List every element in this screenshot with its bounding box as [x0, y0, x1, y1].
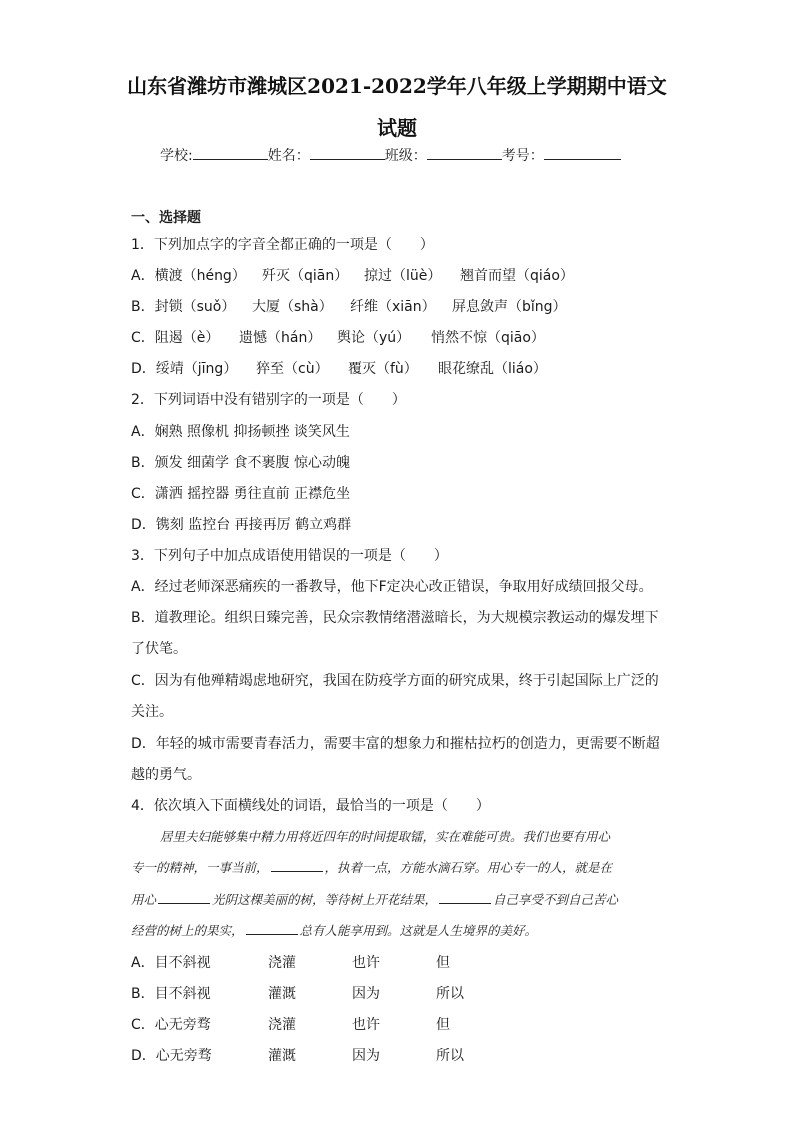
student-info-row [160, 145, 621, 165]
question-3-option-d-line-1[interactable]: D．年轻的城市需要青春活力，需要丰富的想象力和摧枯拉朽的创造力，更需要不断超 [131, 736, 660, 752]
option-c-item-4: 悄然不惊（qiāo） [431, 330, 545, 346]
question-3-option-b-line-1[interactable]: B．道教理论。组织日臻完善，民众宗教情绪潜滋暗长，为大规模宗教运动的爆发埋下 [131, 610, 659, 626]
passage-text: 专一的精神，一事当前， [131, 860, 269, 875]
passage-text: 光阴这棵美丽的树，等待树上开花结果， [212, 892, 438, 907]
question-3-stem: 3．下列句子中加点成语使用错误的一项是（ ） [131, 548, 448, 564]
option-b-item-1: B．封锁（suǒ） [131, 299, 236, 315]
option-c-word-4: 但 [436, 1017, 450, 1033]
option-d-word-3: 因为 [352, 1048, 380, 1064]
option-d-word-4: 所以 [436, 1048, 464, 1064]
passage-text: 用心 [131, 892, 157, 907]
option-b-word-1: B．目不斜视 [131, 986, 211, 1002]
option-a-item-1: A．横渡（héng） [131, 268, 246, 284]
option-d-item-2: 猝至（cù） [256, 361, 329, 377]
option-b-item-4: 屏息敛声（bǐng） [452, 299, 567, 315]
class-label: 班级： [384, 148, 427, 164]
passage-text: ，执着一点，方能水滴石穿。用心专一的人，就是在 [324, 860, 613, 875]
question-3-option-b-line-2: 了伏笔。 [131, 641, 187, 657]
option-c-word-3: 也许 [352, 1017, 380, 1033]
question-3-option-a[interactable]: A．经过老师深恶痛疾的一番教导，他下F定决心改正错误，争取用好成绩回报父母。 [131, 579, 653, 595]
option-d-item-1: D．绥靖（jīng） [131, 361, 238, 377]
question-3-option-d-line-2: 越的勇气。 [131, 767, 201, 783]
option-a-item-4: 翘首而望（qiáo） [460, 268, 574, 284]
name-label: 姓名： [267, 148, 310, 164]
option-d-item-4: 眼花缭乱（liáo） [438, 361, 547, 377]
option-a-item-3: 掠过（lüè） [364, 268, 442, 284]
option-c-item-1: C．阻遏（è） [131, 330, 220, 346]
option-c-word-1: C．心无旁骛 [131, 1017, 211, 1033]
fill-blank-1[interactable] [271, 859, 323, 872]
school-blank[interactable] [193, 145, 268, 160]
passage-text: 自己享受不到自己苦心 [493, 892, 619, 907]
exam-title-line-2: 试题 [377, 116, 417, 140]
passage-line-4 [131, 921, 537, 939]
fill-blank-3[interactable] [439, 891, 491, 904]
question-4-stem: 4．依次填入下面横线处的词语，最恰当的一项是（ ） [131, 798, 490, 814]
option-c-item-3: 舆论（yú） [337, 330, 411, 346]
option-d-word-1: D．心无旁骛 [131, 1048, 212, 1064]
option-a-word-3: 也许 [352, 955, 380, 971]
option-a-word-1: A．目不斜视 [131, 955, 211, 971]
option-c-item-2: 遗憾（hán） [239, 330, 322, 346]
fill-blank-4[interactable] [246, 922, 298, 935]
exam-number-blank[interactable] [544, 145, 621, 160]
option-a-word-2: 浇灌 [268, 955, 296, 971]
question-2-option-d[interactable]: D．镌刻 监控台 再接再厉 鹤立鸡群 [131, 517, 352, 533]
option-b-item-2: 大厦（shà） [252, 299, 333, 315]
exam-number-label: 考号： [501, 148, 544, 164]
option-d-word-2: 灌溉 [268, 1048, 296, 1064]
passage-text: 经营的树上的果实， [131, 923, 244, 938]
class-blank[interactable] [427, 145, 502, 160]
option-b-word-4: 所以 [436, 986, 464, 1002]
exam-title-line-1: 山东省潍坊市潍城区2021-2022学年八年级上学期期中语文 [127, 74, 667, 98]
section-heading: 一、选择题 [131, 210, 201, 226]
passage-text: 总有人能享用到。这就是人生境界的美好。 [299, 923, 538, 938]
option-b-word-3: 因为 [352, 986, 380, 1002]
option-a-word-4: 但 [436, 955, 450, 971]
question-3-option-c-line-1[interactable]: C．因为有他殚精竭虑地研究，我国在防疫学方面的研究成果，终于引起国际上广泛的 [131, 673, 659, 689]
option-b-word-2: 灌溉 [268, 986, 296, 1002]
option-a-item-2: 歼灭（qiān） [262, 268, 349, 284]
option-c-word-2: 浇灌 [268, 1017, 296, 1033]
passage-line-1: 居里夫妇能够集中精力用将近四年的时间提取镭，实在难能可贵。我们也要有用心 [160, 829, 611, 844]
question-3-option-c-line-2: 关注。 [131, 704, 173, 720]
passage-line-3 [131, 890, 618, 908]
question-2-stem: 2．下列词语中没有错别字的一项是（ ） [131, 392, 406, 408]
question-2-option-a[interactable]: A．娴熟 照像机 抑扬顿挫 谈笑风生 [131, 424, 350, 440]
question-2-option-c[interactable]: C．潇洒 摇控器 勇往直前 正襟危坐 [131, 486, 351, 502]
school-label: 学校: [160, 148, 193, 164]
fill-blank-2[interactable] [158, 891, 210, 904]
option-d-item-3: 覆灭（fù） [348, 361, 418, 377]
option-b-item-3: 纤维（xiān） [350, 299, 436, 315]
question-1-stem: 1．下列加点字的字音全都正确的一项是（ ） [131, 237, 434, 253]
name-blank[interactable] [310, 145, 385, 160]
passage-line-2 [131, 858, 612, 876]
question-2-option-b[interactable]: B．颁发 细菌学 食不裹腹 惊心动魄 [131, 455, 350, 471]
